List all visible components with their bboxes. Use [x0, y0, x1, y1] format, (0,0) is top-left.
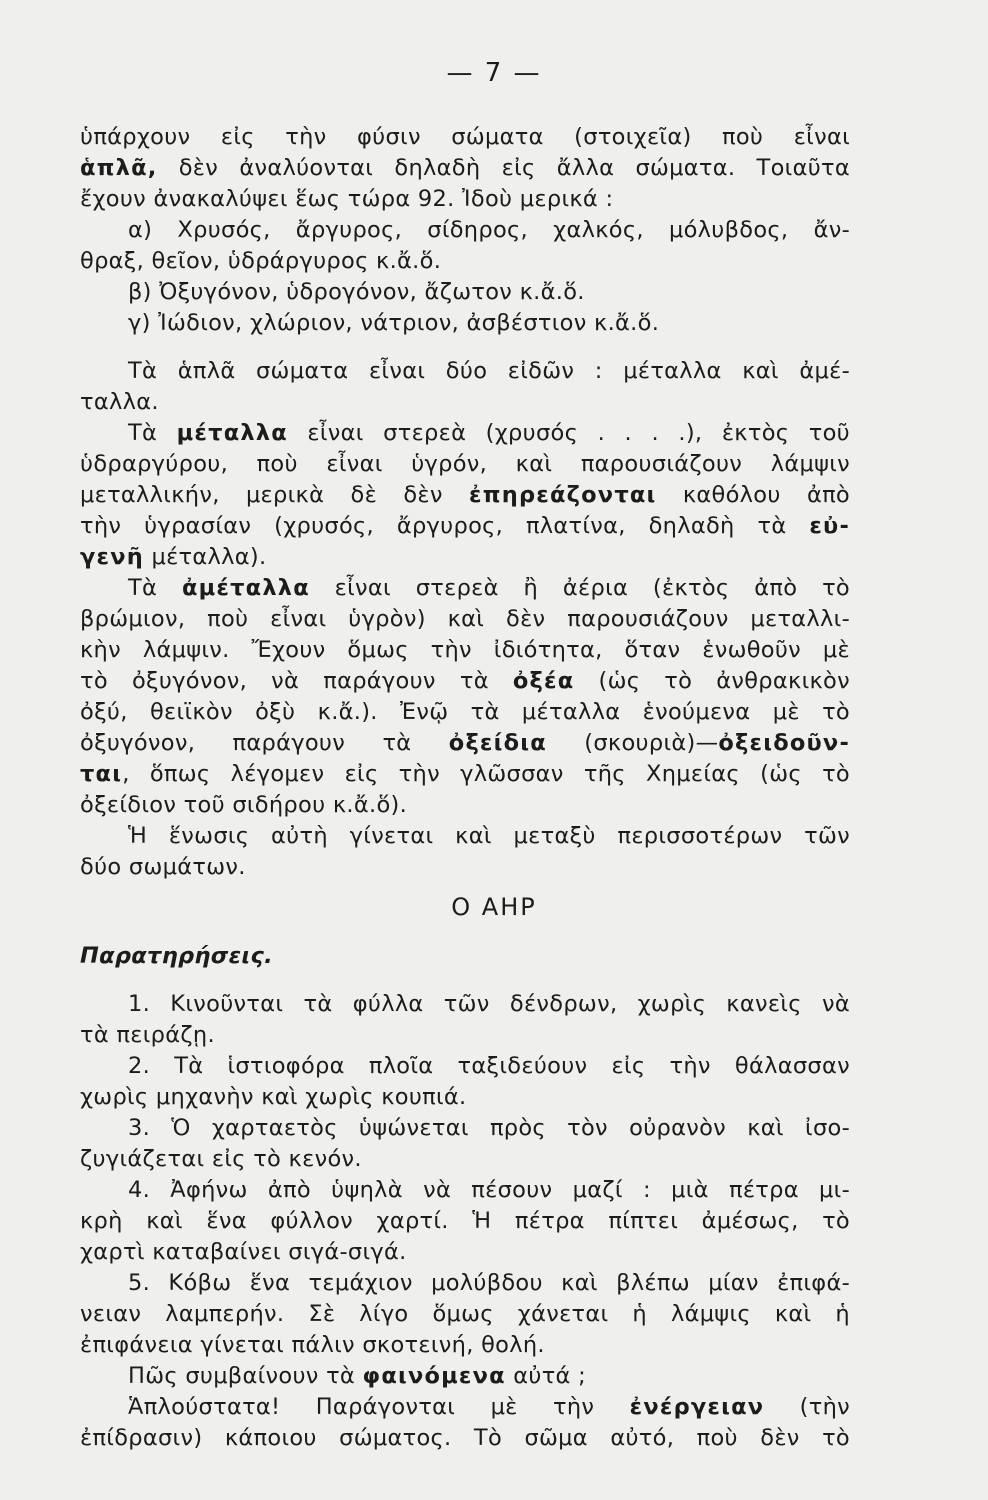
text-line: βρώμιον, ποὺ εἶναι ὑγρὸν) καὶ δὲν παρουσιάζουν μεταλλι-	[80, 606, 850, 632]
text-line: Τὰ μέταλλα εἶναι στερεὰ (χρυσός . . . .), ἐκτὸς τοῦ	[128, 420, 850, 446]
text-line: ὀξυγόνον, παράγουν τὰ ὀξείδια (σκουριὰ)—ὀξειδοῦν-	[80, 730, 850, 756]
text-line: δύο σωμάτων.	[80, 854, 246, 880]
text-line: κὴν λάμψιν. Ἔχουν ὅμως τὴν ἰδιότητα, ὅταν ἑνωθοῦν μὲ	[80, 637, 850, 663]
page-number: — 7 —	[446, 58, 542, 88]
text-line: Πῶς συμβαίνουν τὰ φαινόμενα αὐτά ;	[128, 1363, 587, 1389]
text-line: ἐπιφάνεια γίνεται πάλιν σκοτεινή, θολή.	[80, 1332, 545, 1358]
text-line: τὸ ὀξυγόνον, νὰ παράγουν τὰ ὀξέα (ὡς τὸ ἀνθρακικὸν	[80, 668, 850, 694]
list-item: 1. Κινοῦνται τὰ φύλλα τῶν δένδρων, χωρὶς κανεὶς νὰ	[128, 991, 850, 1017]
emphasis-word: ται	[80, 761, 123, 787]
text-line: ἔχουν ἀνακαλύψει ἕως τώρα 92. Ἰδοὺ μερικά :	[80, 186, 614, 212]
text-line: χωρὶς μηχανὴν καὶ χωρὶς κουπιά.	[80, 1084, 467, 1110]
text-line: ὑδραργύρου, ποὺ εἶναι ὑγρόν, καὶ παρουσιάζουν λάμψιν	[80, 451, 850, 477]
emphasis-word: φαινόμενα	[362, 1363, 506, 1389]
list-item: 3. Ὁ χαρταετὸς ὑψώνεται πρὸς τὸν οὐρανὸν καὶ ἰσο-	[128, 1115, 850, 1141]
text-line: μεταλλικήν, μερικὰ δὲ δὲν ἐπηρεάζονται καθόλου ἀπὸ	[80, 482, 850, 508]
text-line: τὴν ὑγρασίαν (χρυσός, ἄργυρος, πλατίνα, δηλαδὴ τὰ εὐ-	[80, 513, 850, 539]
text-line: Τὰ ἀμέταλλα εἶναι στερεὰ ἢ ἀέρια (ἐκτὸς ἀπὸ τὸ	[128, 575, 850, 601]
text-line: τὰ πειράζῃ.	[80, 1022, 215, 1048]
text-line: ἐπίδρασιν) κάποιου σώματος. Τὸ σῶμα αὐτό, ποὺ δὲν τὸ	[80, 1425, 850, 1451]
list-item: 4. Ἀφήνω ἀπὸ ὑψηλὰ νὰ πέσουν μαζί : μιὰ πέτρα μι-	[128, 1177, 850, 1203]
subheading: Παρατηρήσεις.	[80, 943, 273, 969]
emphasis-word: ἁπλᾶ,	[80, 155, 158, 181]
emphasis-word: ὀξέα	[512, 668, 575, 694]
text-line: Ἡ ἕνωσις αὐτὴ γίνεται καὶ μεταξὺ περισσοτέρων τῶν	[128, 823, 850, 849]
text-line: Τὰ ἁπλᾶ σώματα εἶναι δύο εἰδῶν : μέταλλα καὶ ἀμέ-	[128, 358, 850, 384]
emphasis-word: ἀμέταλλα	[181, 575, 310, 601]
text-line: ταλλα.	[80, 389, 159, 415]
emphasis-word: γενῆ	[80, 544, 144, 570]
text-line: ὑπάρχουν εἰς τὴν φύσιν σώματα (στοιχεῖα) ποὺ εἶναι	[80, 124, 850, 150]
text-line: α) Χρυσός, ἄργυρος, σίδηρος, χαλκός, μόλυβδος, ἄν-	[128, 217, 850, 243]
emphasis-word: ὀξειδοῦν-	[718, 730, 850, 756]
text-line: χαρτὶ καταβαίνει σιγά-σιγά.	[80, 1239, 407, 1265]
text-line: ὀξύ, θειϊκὸν ὀξὺ κ.ἄ.). Ἐνῷ τὰ μέταλλα ἑνούμενα μὲ τὸ	[80, 699, 850, 725]
text-line: Ἁπλούστατα! Παράγονται μὲ τὴν ἐνέργειαν (τὴν	[128, 1394, 850, 1420]
text-line: ζυγιάζεται εἰς τὸ κενόν.	[80, 1146, 362, 1172]
list-item: 2. Τὰ ἱστιοφόρα πλοῖα ταξιδεύουν εἰς τὴν θάλασσαν	[128, 1053, 850, 1079]
text-line: γ) Ἰώδιον, χλώριον, νάτριον, ἀσβέστιον κ.ἄ.ὅ.	[128, 310, 660, 336]
text-line: ὀξείδιον τοῦ σιδήρου κ.ἄ.ὅ).	[80, 792, 408, 818]
text-line: ἁπλᾶ, δὲν ἀναλύονται δηλαδὴ εἰς ἄλλα σώματα. Τοιαῦτα	[80, 155, 850, 181]
text-line: ται, ὅπως λέγομεν εἰς τὴν γλῶσσαν τῆς Χημείας (ὡς τὸ	[80, 761, 850, 787]
emphasis-word: ὀξείδια	[448, 730, 547, 756]
emphasis-word: μέταλλα	[176, 420, 288, 446]
emphasis-word: εὐ-	[809, 513, 850, 539]
section-title: Ο ΑΗΡ	[451, 893, 537, 921]
text-line: β) Ὀξυγόνον, ὑδρογόνον, ἄζωτον κ.ἄ.ὅ.	[128, 279, 585, 305]
text-line: κρὴ καὶ ἕνα φύλλον χαρτί. Ἡ πέτρα πίπτει ἀμέσως, τὸ	[80, 1208, 850, 1234]
emphasis-word: ἐνέργειαν	[629, 1394, 765, 1420]
text-line: γενῆ μέταλλα).	[80, 544, 267, 570]
text-line: νειαν λαμπερήν. Σὲ λίγο ὅμως χάνεται ἡ λάμψις καὶ ἡ	[80, 1301, 850, 1327]
list-item: 5. Κόβω ἕνα τεμάχιον μολύβδου καὶ βλέπω μίαν ἐπιφά-	[128, 1270, 850, 1296]
emphasis-word: ἐπηρεάζονται	[469, 482, 657, 508]
text-line: θραξ, θεῖον, ὑδράργυρος κ.ἄ.ὅ.	[80, 248, 442, 274]
